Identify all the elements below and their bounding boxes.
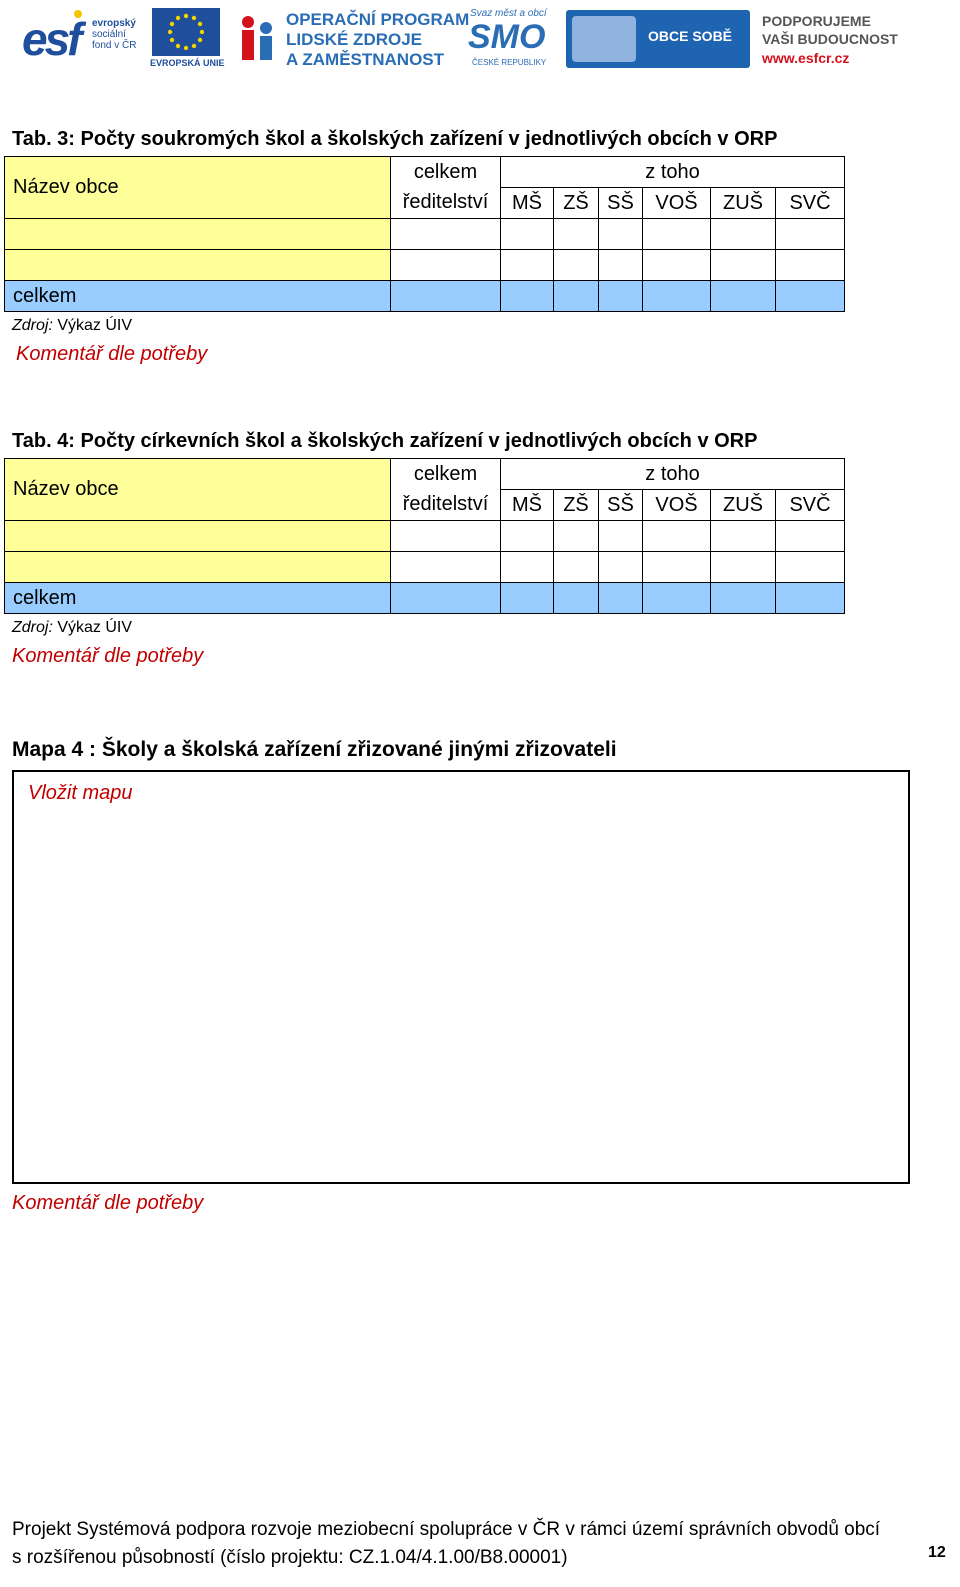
tab3-source xyxy=(12,317,132,335)
op-line2: LIDSKÉ ZDROJE xyxy=(286,30,423,49)
esf-logo-text: esf xyxy=(22,13,80,65)
table-cell xyxy=(554,552,599,583)
table-cell xyxy=(643,552,711,583)
podporujeme-line1: PODPORUJEME xyxy=(762,13,871,29)
table-cell xyxy=(776,583,845,614)
obce-sobe-text: OBCE SOBĚ xyxy=(648,28,733,44)
table-cell xyxy=(776,219,845,250)
map4-comment: Komentář dle potřeby xyxy=(12,1192,204,1214)
op-line1: OPERAČNÍ PROGRAM xyxy=(286,10,470,29)
tab4-total-row xyxy=(5,583,845,614)
tab3-header-directorates: ředitelství xyxy=(391,188,501,219)
table-cell xyxy=(599,552,643,583)
table-cell xyxy=(711,583,776,614)
tab4-table xyxy=(4,458,845,614)
table-row xyxy=(5,250,845,281)
table-cell xyxy=(391,219,501,250)
table-cell xyxy=(501,219,554,250)
table-cell xyxy=(776,250,845,281)
table-cell xyxy=(776,552,845,583)
puzzle-icon xyxy=(572,16,636,62)
table-cell xyxy=(5,521,391,552)
table-cell xyxy=(643,250,711,281)
table-cell xyxy=(599,521,643,552)
podporujeme-text xyxy=(762,12,898,48)
eu-label: EVROPSKÁ UNIE xyxy=(150,58,225,68)
table-cell xyxy=(776,521,845,552)
table-cell xyxy=(599,219,643,250)
table-cell xyxy=(501,583,554,614)
map4-insert-text: Vložit mapu xyxy=(28,782,133,804)
table-cell xyxy=(599,281,643,312)
table-cell xyxy=(776,281,845,312)
table-cell xyxy=(501,521,554,552)
tab4-header-name: Název obce xyxy=(5,459,391,521)
header-logos xyxy=(0,0,960,80)
tab4-header-total: celkem xyxy=(391,459,501,490)
table-cell xyxy=(554,281,599,312)
table-cell xyxy=(643,521,711,552)
table-cell xyxy=(711,281,776,312)
table-cell xyxy=(711,219,776,250)
tab4-source-text: Výkaz ÚIV xyxy=(52,619,133,636)
tab3-caption: Tab. 3: Počty soukromých škol a školských zařízení v jednotlivých obcích v ORP xyxy=(12,128,778,150)
table-cell xyxy=(599,583,643,614)
eu-logo xyxy=(150,4,225,70)
tab3-header-name: Název obce xyxy=(5,157,391,219)
tab3-table xyxy=(4,156,845,312)
esf-line2: sociální xyxy=(92,29,126,40)
table-row xyxy=(5,552,845,583)
tab3-source-text: Výkaz ÚIV xyxy=(52,317,133,334)
tab3-header-ms: MŠ xyxy=(501,188,554,219)
esf-line3: fond v ČR xyxy=(92,40,137,51)
table-cell xyxy=(501,552,554,583)
tab4-header-vos: VOŠ xyxy=(643,490,711,521)
table-cell xyxy=(554,250,599,281)
table-cell xyxy=(5,250,391,281)
tab3-header-ss: SŠ xyxy=(599,188,643,219)
table-cell xyxy=(391,521,501,552)
table-cell xyxy=(554,219,599,250)
op-line3: A ZAMĚSTNANOST xyxy=(286,50,445,69)
table-cell xyxy=(5,552,391,583)
tab3-total-label: celkem xyxy=(5,281,391,312)
esfcr-url: www.esfcr.cz xyxy=(762,50,850,66)
table-cell xyxy=(501,250,554,281)
podporujeme-logo xyxy=(762,4,922,70)
map4-placeholder xyxy=(12,770,910,1184)
obce-sobe-logo xyxy=(566,10,750,68)
table-cell xyxy=(643,583,711,614)
tab3-source-prefix: Zdroj: xyxy=(12,317,53,334)
table-cell xyxy=(711,552,776,583)
tab4-header-of-which: z toho xyxy=(501,459,845,490)
footer-line2: s rozšířenou působností (číslo projektu: CZ.1.04/4.1.00/B8.00001) xyxy=(12,1547,568,1568)
tab3-header-vos: VOŠ xyxy=(643,188,711,219)
tab4-header-zs: ZŠ xyxy=(554,490,599,521)
op-lzz-logo xyxy=(236,4,470,70)
tab4-total-label: celkem xyxy=(5,583,391,614)
tab4-caption: Tab. 4: Počty církevních škol a školských zařízení v jednotlivých obcích v ORP xyxy=(12,430,758,452)
footer-line1: Projekt Systémová podpora rozvoje meziobecní spolupráce v ČR v rámci území správních obvodů obcí xyxy=(12,1519,881,1540)
tab3-header-total: celkem xyxy=(391,157,501,188)
tab3-header-of-which: z toho xyxy=(501,157,845,188)
esf-line1: evropský xyxy=(92,18,136,29)
table-cell xyxy=(554,583,599,614)
table-cell xyxy=(711,250,776,281)
table-row xyxy=(5,219,845,250)
tab3-total-row xyxy=(5,281,845,312)
esf-logo-subtitle xyxy=(92,18,136,51)
smo-big-text: SMO xyxy=(468,18,546,56)
tab3-header-svc: SVČ xyxy=(776,188,845,219)
table-cell xyxy=(391,583,501,614)
op-people-icon xyxy=(238,8,278,66)
eu-flag-icon xyxy=(152,8,220,56)
tab4-source xyxy=(12,619,132,637)
table-cell xyxy=(643,219,711,250)
table-cell xyxy=(391,281,501,312)
tab3-comment: Komentář dle potřeby xyxy=(16,343,208,365)
tab4-comment: Komentář dle potřeby xyxy=(12,645,204,667)
tab4-source-prefix: Zdroj: xyxy=(12,619,53,636)
table-cell xyxy=(554,521,599,552)
table-cell xyxy=(391,250,501,281)
podporujeme-line2: VAŠI BUDOUCNOST xyxy=(762,31,898,47)
page-number: 12 xyxy=(928,1544,946,1561)
page-footer xyxy=(12,1516,880,1572)
tab4-header-ss: SŠ xyxy=(599,490,643,521)
tab4-header-svc: SVČ xyxy=(776,490,845,521)
tab4-header-zus: ZUŠ xyxy=(711,490,776,521)
tab4-header-directorates: ředitelství xyxy=(391,490,501,521)
op-lzz-text xyxy=(286,10,469,70)
table-cell xyxy=(5,219,391,250)
smo-logo xyxy=(466,4,554,70)
tab3-header-zus: ZUŠ xyxy=(711,188,776,219)
table-cell xyxy=(711,521,776,552)
smo-top-text: Svaz měst a obcí xyxy=(470,8,547,19)
table-cell xyxy=(599,250,643,281)
esf-logo xyxy=(22,4,148,70)
table-row xyxy=(5,521,845,552)
smo-bottom-text: ČESKÉ REPUBLIKY xyxy=(472,58,547,67)
table-cell xyxy=(643,281,711,312)
tab3-header-zs: ZŠ xyxy=(554,188,599,219)
table-cell xyxy=(501,281,554,312)
tab4-header-ms: MŠ xyxy=(501,490,554,521)
map4-caption: Mapa 4 : Školy a školská zařízení zřizované jinými zřizovateli xyxy=(12,738,617,761)
table-cell xyxy=(391,552,501,583)
